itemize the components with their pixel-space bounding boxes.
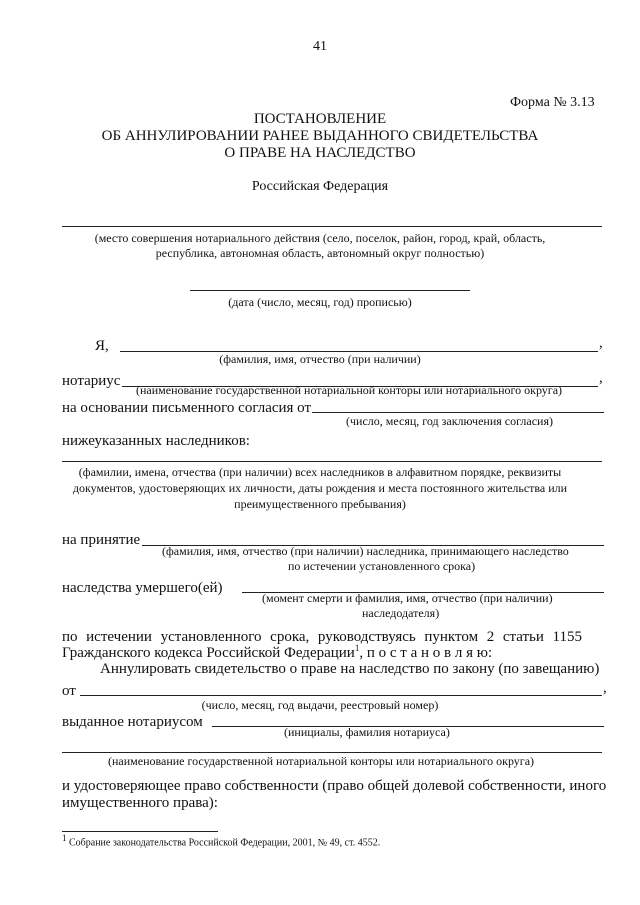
footnote-mark: 1 [354,643,360,653]
notary-label: нотариус [62,373,121,389]
title-line-1: ПОСТАНОВЛЕНИЕ [253,111,387,127]
body-line-3: Аннулировать свидетельство о праве на наследство по закону (по завещанию) [100,661,600,677]
place-hint-1: (место совершения нотариального действия (село, поселок, район, город, край, область, [94,231,546,245]
i-label: Я, [95,338,109,354]
ownership-line-1: и удостоверяющее право собственности (право общей долевой собственности, иного [62,778,607,794]
heirs-hint-3: преимущественного пребывания) [234,497,406,511]
title-line-2: ОБ АННУЛИРОВАНИИ РАНЕЕ ВЫДАННОГО СВИДЕТЕЛЬСТВА [101,128,539,144]
body-line-1: по истечении установленного срока, руководствуясь пунктом 2 статьи 1155 [62,629,582,645]
footnote-divider [62,831,218,832]
deceased-hint-1: (момент смерти и фамилия, имя, отчество (при наличии) [262,591,553,605]
place-field-line[interactable] [62,226,602,227]
date-hint: (дата (число, месяц, год) прописью) [228,295,412,309]
footnote-text: Собрание законодательства Российской Федерации, 2001, № 49, ст. 4552. [69,837,381,849]
issued-hint: (инициалы, фамилия нотариуса) [284,725,450,739]
heirs-hint-2: документов, удостоверяющих их личности, даты рождения и места постоянного жительства или [72,481,568,495]
from-hint: (число, месяц, год выдачи, реестровый номер) [201,698,439,712]
heirs-label: нижеуказанных наследников: [62,433,250,449]
office-hint: (наименование государственной нотариальной конторы или нотариального округа) [108,754,535,768]
notary-comma: , [599,370,603,386]
heirs-hint-1: (фамилии, имена, отчества (при наличии) всех наследников в алфавитном порядке, реквизиты [78,465,562,479]
form-label: Форма № 3.13 [510,95,595,110]
office-field-line[interactable] [62,752,602,753]
title-line-3: О ПРАВЕ НА НАСЛЕДСТВО [224,145,416,161]
notary-hint: (наименование государственной нотариальной конторы или нотариального округа) [136,383,563,397]
footnote [62,833,381,849]
acceptance-hint-1: (фамилия, имя, отчество (при наличии) наследника, принимающего наследство [162,544,569,558]
heirs-field-line[interactable] [62,461,602,462]
place-hint-2: республика, автономная область, автономный округ полностью) [155,246,485,260]
from-label: от [62,683,76,699]
from-field-line[interactable] [80,695,602,696]
deceased-hint-2: наследодателя) [362,606,440,620]
body-line-2 [62,643,493,661]
body-line-2-end: , п о с т а н о в л я ю: [359,645,493,661]
body-line-2-text: Гражданского кодекса Российской Федерации [62,645,355,661]
ownership-line-2: имущественного права): [62,795,218,811]
consent-label: на основании письменного согласия от [62,400,312,416]
acceptance-hint-2: по истечении установленного срока) [288,559,476,573]
issued-label: выданное нотариусом [62,714,203,730]
consent-date-line[interactable] [312,412,604,413]
name-comma: , [599,335,603,351]
name-hint: (фамилия, имя, отчество (при наличии) [219,352,421,366]
deceased-label: наследства умершего(ей) [62,580,223,596]
country: Российская Федерация [251,179,389,194]
consent-hint: (число, месяц, год заключения согласия) [346,414,553,428]
acceptance-label: на принятие [62,532,141,548]
page-number: 41 [313,39,327,54]
date-field-line[interactable] [190,290,470,291]
from-comma: , [603,680,607,696]
footnote-number: 1 [62,833,67,843]
